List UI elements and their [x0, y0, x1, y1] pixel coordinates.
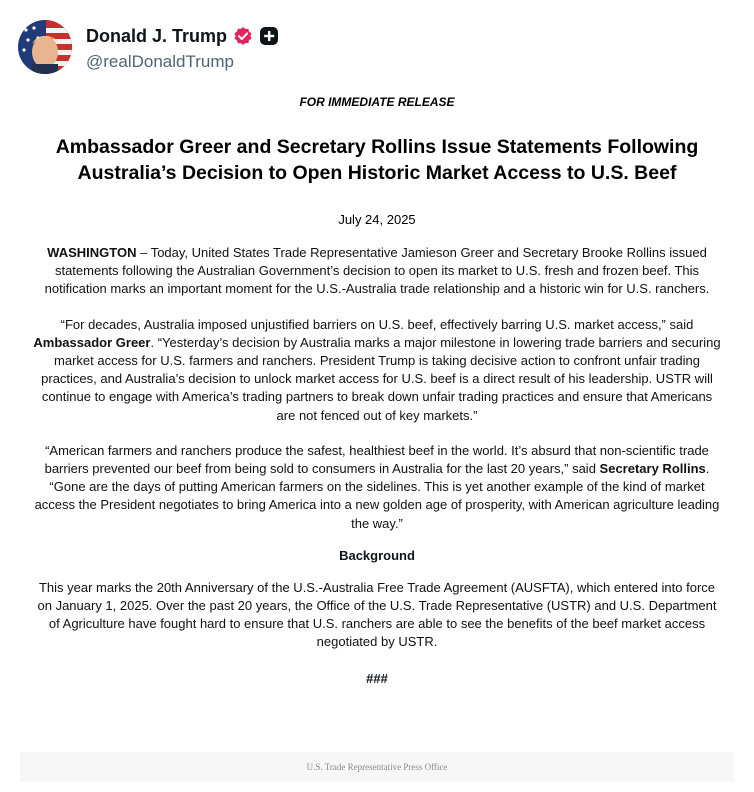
quote-text: . “Yesterday’s decision by Australia marks a major milestone in lowering trade barriers and securing market access for U.S. farmers and ranchers. President Trump is taking decisive action to confront unfair trading practices, and Australia’s decision to unlock market access for U.S. beef is a direct result of his leadership. USTR will continue to engage with America’s trading partners to break down unfair trading practices and ensure that Americans are not fenced out of key markets.” — [41, 334, 721, 423]
paragraph-rollins-quote — [32, 442, 722, 533]
paragraph-text: – Today, United States Trade Representative Jamieson Greer and Secretary Brooke Rollins issued statements following the Australian Government’s decision to open its market to U.S. fresh and frozen beef. This notification marks an important moment for the U.S.-Australia trade relationship and a historic win for U.S. ranchers. — [44, 245, 710, 297]
end-mark: ### — [366, 670, 388, 686]
paragraph-background: This year marks the 20th Anniversary of the U.S.-Australia Free Trade Agreement (AUSFTA), which entered into force on January 1, 2025. Over the past 20 years, the Office of the U.S. Trade Representative (USTR) and U.S. Department of Agriculture have fought hard to ensure that U.S. ranchers are able to see the benefits of the beef market access negotiated by USTR. — [37, 579, 717, 650]
footer-text: U.S. Trade Representative Press Office — [306, 762, 448, 772]
release-title: Ambassador Greer and Secretary Rollins Issue Statements Following Australia’s Decision to Open Historic Market Access to U.S. Beef — [55, 136, 699, 184]
dateline: WASHINGTON — [47, 245, 137, 260]
speaker-name: Ambassador Greer — [33, 334, 151, 350]
avatar[interactable] — [18, 20, 72, 74]
press-release — [20, 94, 734, 688]
name-row — [86, 23, 279, 49]
post-header — [18, 20, 734, 74]
plus-badge-icon — [259, 26, 279, 46]
release-date: July 24, 2025 — [338, 212, 416, 227]
quote-text: “For decades, Australia imposed unjustified barriers on U.S. beef, effectively barring U.S. market access,” said — [60, 316, 694, 332]
quote-text: “American farmers and ranchers produce the safest, healthiest beef in the world. It’s absurd that non-scientific trade barriers prevented our beef from being sold to consumers in Australia for the last 20 years,” said — [44, 442, 709, 477]
paragraph-washington — [32, 244, 722, 299]
avatar-image — [18, 20, 72, 74]
display-name[interactable]: Donald J. Trump — [86, 25, 228, 46]
paragraph-greer-quote — [32, 316, 722, 425]
release-label: FOR IMMEDIATE RELEASE — [299, 95, 455, 109]
speaker-name: Secretary Rollins — [599, 461, 706, 477]
quote-text: . “Gone are the days of putting American farmers on the sidelines. This is yet another example of the kind of market access the President negotiates to bring America into a new golden age of prosperity, with American agriculture leading the way.” — [34, 461, 720, 531]
background-heading: Background — [339, 547, 415, 563]
user-handle[interactable]: @realDonaldTrump — [86, 52, 234, 71]
verified-badge-icon — [233, 26, 253, 46]
